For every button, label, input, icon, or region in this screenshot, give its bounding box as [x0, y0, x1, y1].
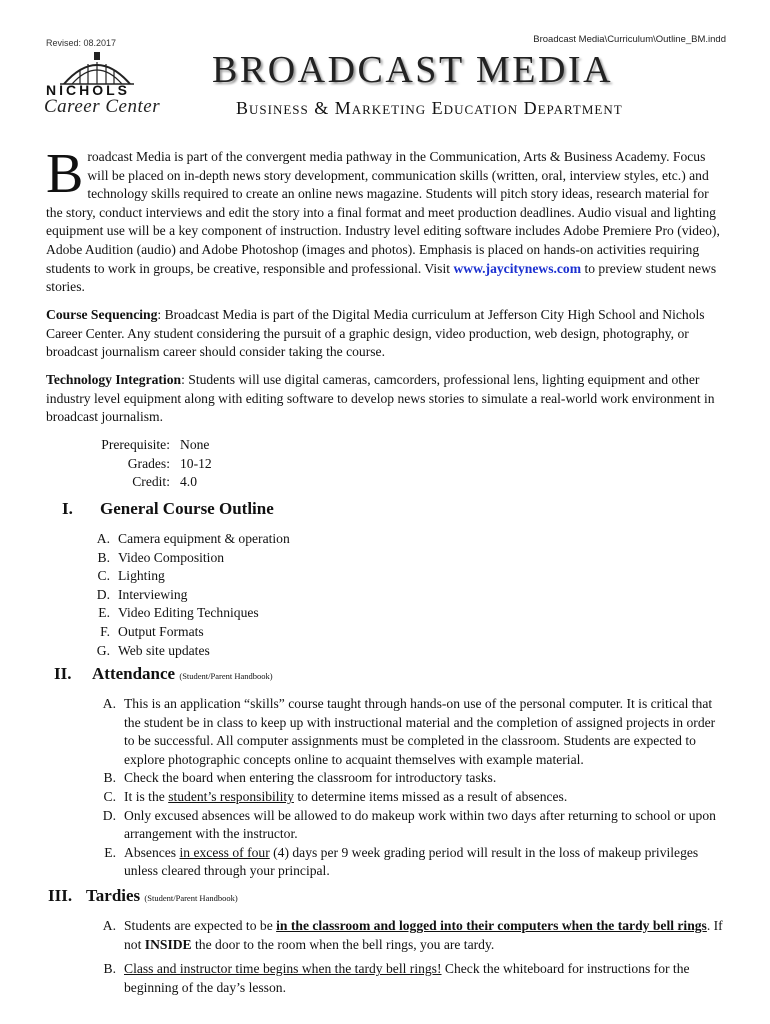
technology-integration-paragraph [46, 371, 726, 427]
page-title: BROADCAST MEDIA [212, 49, 614, 91]
list-letter: C. [103, 788, 116, 804]
list-text: Camera equipment & operation [118, 531, 290, 546]
course-meta [94, 436, 212, 492]
page-subtitle: Business & Marketing Education Department [236, 98, 623, 118]
intro-text: roadcast Media is part of the convergent media pathway in the Communication, Arts & Business Academy. Focus will be placed on in-depth news story development, communication skills (written, oral, interview styles, etc.) and technology skills required to create an online news magazine. Students will pitch story ideas, research material for the story, conduct interviews and edit the story into a final format and meet production deadlines. Audio visual and lighting equipment use will be a key component of instruction. Industry level editing software includes Adobe Premiere Pro (video), Adobe Audition (audio) and Adobe Photoshop (images and photos). Emphasis is placed on hands-on activities requiring students to work in groups, be creative, responsible and professional. Visit [46, 149, 720, 276]
list-text: This is an application “skills” course taught through hands-on use of the personal computer. It is critical that the student be in class to keep up with instructional material and the completion of assigned projects in order to be successful. All computer assignments must be completed in the classroom. Students are expected to explore photographic concepts online to acquaint themselves with example material. [124, 696, 716, 767]
list-text: Interviewing [118, 586, 188, 602]
tardies-list [80, 917, 726, 997]
section-heading-tardies [48, 886, 238, 906]
list-letter: B. [97, 549, 110, 565]
meta-row-prerequisite [94, 436, 212, 455]
news-site-link[interactable]: www.jaycitynews.com [453, 260, 582, 276]
meta-value: 10-12 [180, 455, 212, 471]
list-item [80, 807, 726, 844]
section-number: I. [62, 499, 73, 518]
meta-label: Grades: [127, 455, 170, 471]
list-item [86, 530, 290, 549]
list-letter: B. [103, 961, 116, 977]
list-text: Lighting [118, 568, 165, 584]
meta-label: Prerequisite: [101, 437, 170, 452]
logo-wordmark: NICHOLS [46, 82, 130, 98]
intro-paragraph [46, 143, 726, 297]
list-letter: D. [102, 807, 116, 823]
drop-cap: B [46, 143, 84, 205]
attendance-list [80, 695, 726, 881]
list-letter: E. [98, 605, 110, 621]
list-text: Web site updates [118, 642, 210, 658]
list-letter: E. [104, 844, 116, 860]
outline-list [86, 530, 290, 660]
list-text: Students are expected to be in the classroom and logged into their computers when the tardy bell rings. If not INSIDE the door to the room when the bell rings, you are tardy. [124, 918, 723, 952]
list-item [86, 586, 290, 605]
list-text: Video Editing Techniques [118, 605, 259, 621]
list-letter: A. [102, 918, 116, 933]
meta-row-grades [94, 455, 212, 474]
list-letter: F. [100, 623, 110, 639]
file-path: Broadcast Media\Curriculum\Outline_BM.indd [533, 34, 726, 45]
technology-integration-text: : Students will use digital cameras, camcorders, professional lens, lighting equipment and other industry level equipment along with editing software to develop news stories to simulate a real-world work environment in broadcast journalism. [46, 372, 715, 425]
section-note: (Student/Parent Handbook) [144, 893, 238, 903]
list-letter: D. [96, 586, 110, 602]
course-sequencing-label: Course Sequencing [46, 307, 158, 322]
logo-script: Career Center [44, 96, 161, 117]
list-item [80, 844, 726, 881]
section-title: Attendance [92, 664, 176, 683]
list-item [80, 960, 726, 997]
meta-row-credit [94, 473, 212, 492]
list-letter: A. [102, 696, 116, 711]
list-item [80, 769, 726, 788]
meta-value: None [180, 437, 210, 452]
list-item [80, 917, 726, 954]
list-text: It is the student’s responsibility to determine items missed as a result of absences. [124, 788, 568, 804]
list-text: Only excused absences will be allowed to do makeup work within two days after returning to school or upon arrangement with the instructor. [124, 807, 716, 842]
list-letter: G. [96, 642, 110, 658]
list-item [80, 788, 726, 807]
list-item [86, 549, 290, 568]
section-heading-outline [62, 499, 274, 519]
section-heading-attendance [54, 664, 273, 684]
revised-date: Revised: 08.2017 [46, 38, 117, 48]
list-text: Absences in excess of four (4) days per 9 week grading period will result in the loss of makeup privileges unless cleared through your principal. [124, 844, 699, 879]
list-text: Video Composition [118, 549, 225, 565]
section-number: II. [54, 664, 72, 683]
meta-label: Credit: [132, 474, 170, 490]
list-item [86, 567, 290, 586]
section-title: General Course Outline [100, 499, 274, 518]
list-item [86, 623, 290, 642]
list-text: Class and instructor time begins when the tardy bell rings! Check the whiteboard for instructions for the beginning of the day’s lesson. [124, 961, 690, 995]
section-title: Tardies [86, 886, 141, 905]
course-sequencing-paragraph [46, 306, 726, 362]
list-text: Check the board when entering the classroom for introductory tasks. [124, 770, 497, 786]
technology-integration-label: Technology Integration [46, 372, 182, 387]
section-note: (Student/Parent Handbook) [179, 671, 273, 681]
meta-value: 4.0 [180, 474, 197, 490]
list-letter: B. [103, 770, 116, 786]
list-letter: C. [97, 568, 110, 584]
list-letter: A. [96, 531, 110, 546]
course-sequencing-text: : Broadcast Media is part of the Digital Media curriculum at Jefferson City High School and Nichols Career Center. Any student considering the pursuit of a graphic design, video production, web design, photography, or broadcast journalism career should consider taking the course. [46, 307, 705, 360]
list-item [86, 642, 290, 661]
section-number: III. [48, 886, 73, 905]
list-item [80, 695, 726, 769]
list-text: Output Formats [118, 623, 204, 639]
list-item [86, 604, 290, 623]
intro-text-end: to preview student news stories. [46, 260, 717, 295]
